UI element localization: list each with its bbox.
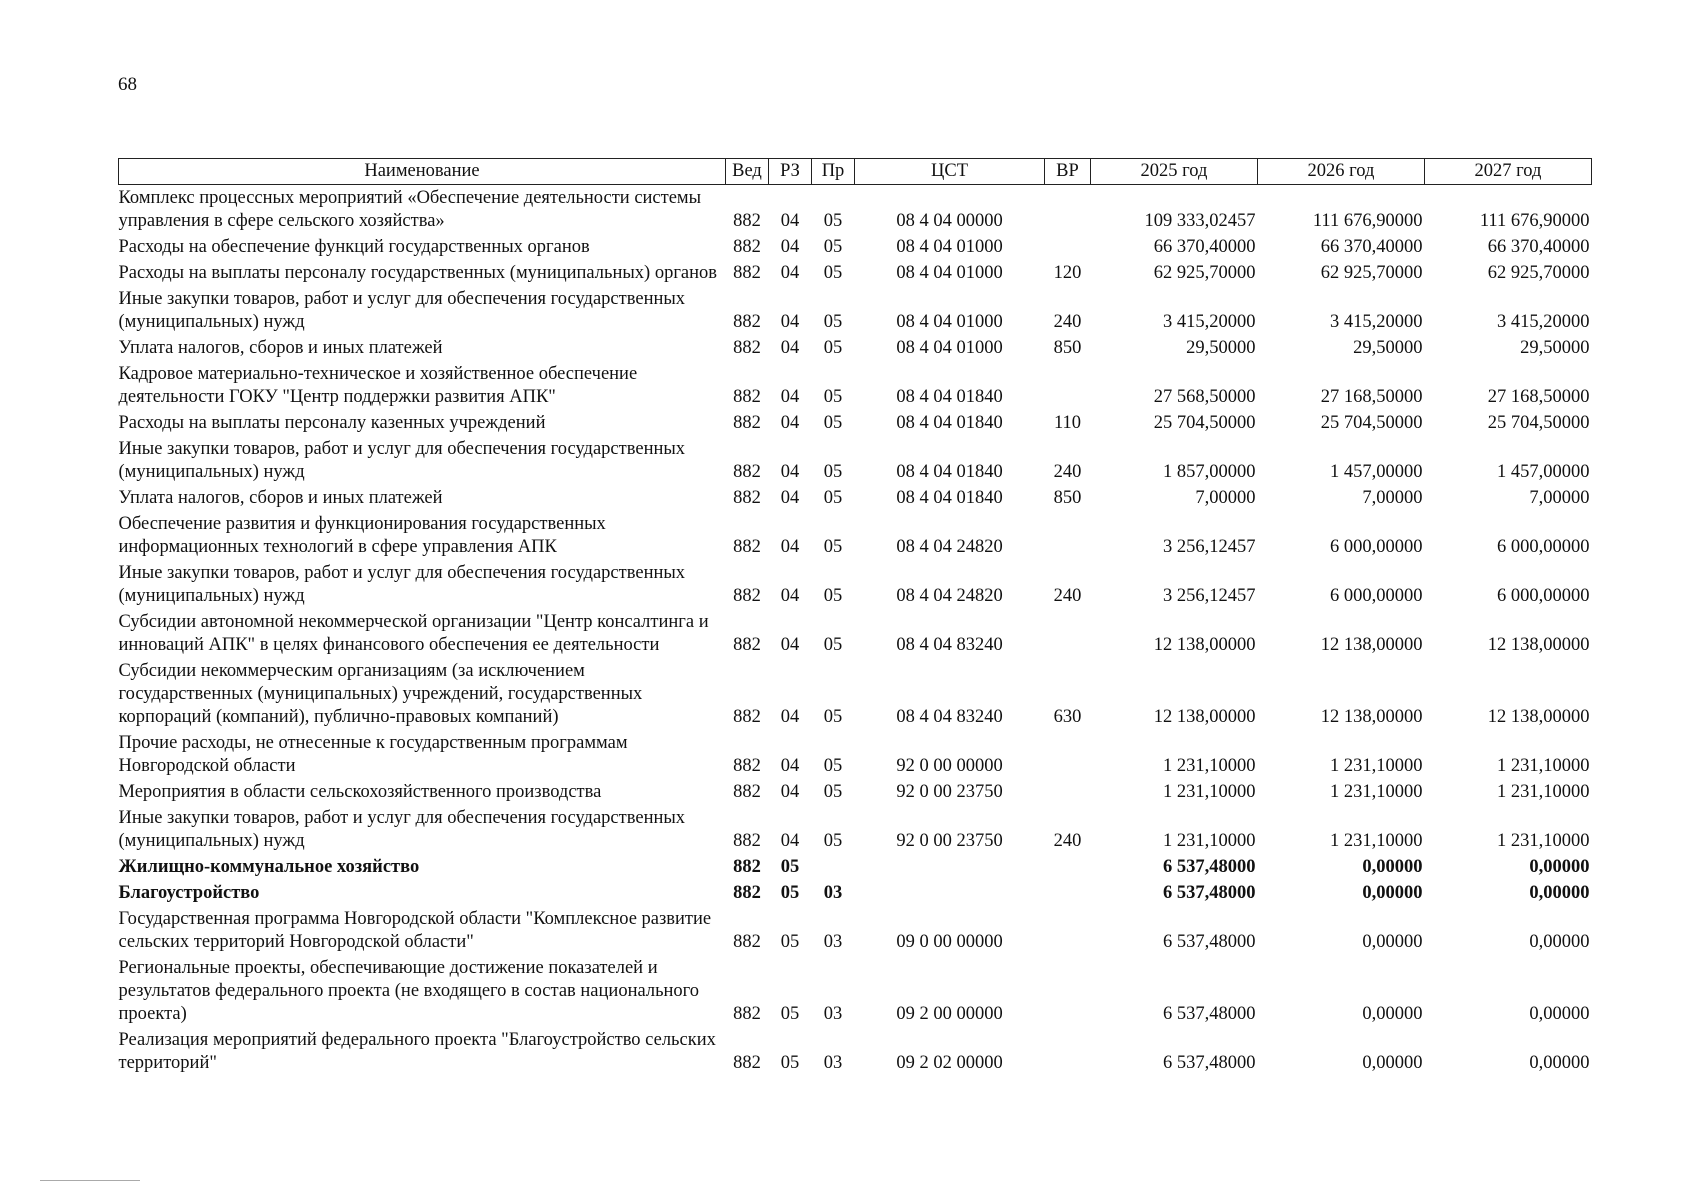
value-2026-cell: 1 231,10000 [1330,782,1423,802]
rz-cell: 04 [780,263,800,283]
cst-cell: 08 4 04 01840 [896,387,1003,407]
value-2027-cell: 12 138,00000 [1487,635,1590,655]
ved-cell: 882 [733,756,761,776]
ved-cell: 882 [733,338,761,358]
rz-cell: 04 [780,831,800,851]
cst-cell [855,882,1045,908]
pr-cell: 05 [823,338,843,358]
table-row [119,513,1592,562]
ved-cell: 882 [733,782,761,802]
value-2026-cell: 1 457,00000 [1330,462,1423,482]
header-pr: Пр [812,159,855,185]
value-2026-cell: 12 138,00000 [1320,635,1423,655]
table-row [119,438,1592,487]
rz-cell: 04 [780,756,800,776]
header-ved: Вед [726,159,769,185]
pr-cell: 05 [823,462,843,482]
rz-cell: 04 [780,635,800,655]
value-2025-cell: 3 415,20000 [1163,312,1256,332]
cst-cell: 09 2 02 00000 [896,1053,1003,1073]
value-2026-cell: 0,00000 [1362,857,1423,877]
value-2026-cell: 6 000,00000 [1330,537,1423,557]
ved-cell: 882 [733,462,761,482]
value-2027-cell: 1 231,10000 [1497,831,1590,851]
ved-cell: 882 [733,312,761,332]
vr-cell [1045,856,1091,882]
pr-cell: 03 [823,932,843,952]
value-2026-cell: 12 138,00000 [1320,707,1423,727]
pr-cell: 05 [823,635,843,655]
rz-cell: 05 [780,1004,800,1024]
name-cell: Иные закупки товаров, работ и услуг для обеспечения государственных (муниципальных) нужд [118,563,686,606]
value-2027-cell: 0,00000 [1529,857,1590,877]
rz-cell: 04 [780,707,800,727]
value-2025-cell: 7,00000 [1195,488,1256,508]
name-cell: Региональные проекты, обеспечивающие достижение показателей и результатов федерального проекта (не входящего в состав национального проекта) [118,958,700,1024]
pr-cell: 03 [823,1004,843,1024]
vr-cell: 110 [1053,413,1082,433]
value-2026-cell: 66 370,40000 [1320,237,1423,257]
table-row [119,856,1592,882]
value-2026-cell: 0,00000 [1362,932,1423,952]
value-2025-cell: 66 370,40000 [1153,237,1256,257]
value-2026-cell: 0,00000 [1362,1053,1423,1073]
value-2025-cell: 1 231,10000 [1163,782,1256,802]
value-2027-cell: 62 925,70000 [1487,263,1590,283]
cst-cell: 09 2 00 00000 [896,1004,1003,1024]
rz-cell: 05 [780,883,800,903]
value-2027-cell: 1 231,10000 [1497,756,1590,776]
value-2026-cell: 6 000,00000 [1330,586,1423,606]
value-2027-cell: 6 000,00000 [1497,586,1590,606]
value-2027-cell: 111 676,90000 [1479,211,1590,231]
vr-cell: 240 [1053,462,1082,482]
cst-cell: 08 4 04 01840 [896,413,1003,433]
name-cell: Расходы на выплаты персоналу государственных (муниципальных) органов [118,263,718,283]
table-row [119,781,1592,807]
table-row [119,882,1592,908]
rz-cell: 04 [780,586,800,606]
value-2025-cell: 27 568,50000 [1153,387,1256,407]
table-row [119,185,1592,237]
value-2025-cell: 25 704,50000 [1153,413,1256,433]
table-row [119,908,1592,957]
pr-cell: 05 [823,211,843,231]
rz-cell: 05 [780,1053,800,1073]
cst-cell: 08 4 04 01840 [896,462,1003,482]
vr-cell [1045,236,1091,262]
vr-cell: 240 [1053,831,1082,851]
cst-cell [855,856,1045,882]
table-row [119,262,1592,288]
name-cell: Кадровое материально-техническое и хозяйственное обеспечение деятельности ГОКУ "Центр поддержки развития АПК" [118,364,638,407]
value-2027-cell: 66 370,40000 [1487,237,1590,257]
vr-cell [1045,1029,1091,1078]
header-name: Наименование [119,159,726,185]
ved-cell: 882 [733,1053,761,1073]
ved-cell: 882 [733,237,761,257]
cst-cell: 08 4 04 01000 [896,263,1003,283]
pr-cell: 03 [823,883,843,903]
ved-cell: 882 [733,1004,761,1024]
name-cell: Уплата налогов, сборов и иных платежей [118,488,443,508]
cst-cell: 08 4 04 01000 [896,338,1003,358]
pr-cell: 05 [823,312,843,332]
name-cell: Реализация мероприятий федерального проекта "Благоустройство сельских территорий" [118,1030,716,1073]
pr-cell: 05 [823,586,843,606]
name-cell: Расходы на обеспечение функций государственных органов [118,237,590,257]
rz-cell: 04 [780,237,800,257]
vr-cell: 240 [1053,312,1082,332]
cst-cell: 08 4 04 24820 [896,586,1003,606]
rz-cell: 05 [780,932,800,952]
header-rz: РЗ [769,159,812,185]
value-2025-cell: 109 333,02457 [1144,211,1256,231]
table-row [119,412,1592,438]
value-2025-cell: 6 537,48000 [1163,883,1256,903]
table-row [119,487,1592,513]
name-cell: Иные закупки товаров, работ и услуг для обеспечения государственных (муниципальных) нужд [118,439,686,482]
name-cell: Субсидии автономной некоммерческой организации "Центр консалтинга и инноваций АПК" в целях финансового обеспечения ее деятельности [118,612,709,655]
value-2027-cell: 6 000,00000 [1497,537,1590,557]
value-2025-cell: 62 925,70000 [1153,263,1256,283]
value-2027-cell: 0,00000 [1529,1004,1590,1024]
header-2027: 2027 год [1425,159,1592,185]
pr-cell: 05 [823,387,843,407]
cst-cell: 09 0 00 00000 [896,932,1003,952]
vr-cell [1045,185,1091,237]
header-2025: 2025 год [1091,159,1258,185]
cst-cell: 08 4 04 24820 [896,537,1003,557]
rz-cell: 04 [780,537,800,557]
rz-cell: 04 [780,782,800,802]
vr-cell: 850 [1053,338,1082,358]
name-cell: Иные закупки товаров, работ и услуг для обеспечения государственных (муниципальных) нужд [118,808,686,851]
value-2025-cell: 6 537,48000 [1163,1053,1256,1073]
value-2025-cell: 3 256,12457 [1163,586,1256,606]
ved-cell: 882 [733,387,761,407]
vr-cell: 850 [1053,488,1082,508]
name-cell: Жилищно-коммунальное хозяйство [118,857,420,877]
table-row [119,807,1592,856]
cst-cell: 08 4 04 83240 [896,635,1003,655]
value-2027-cell: 29,50000 [1520,338,1590,358]
rz-cell: 04 [780,211,800,231]
vr-cell [1045,957,1091,1029]
cst-cell: 08 4 04 83240 [896,707,1003,727]
cst-cell: 08 4 04 00000 [896,211,1003,231]
vr-cell: 630 [1053,707,1082,727]
pr-cell [812,856,855,882]
pr-cell: 03 [823,1053,843,1073]
footer-rule [40,1180,140,1181]
table-row [119,1029,1592,1078]
pr-cell: 05 [823,488,843,508]
cst-cell: 92 0 00 23750 [896,831,1003,851]
table-row [119,957,1592,1029]
value-2026-cell: 3 415,20000 [1330,312,1423,332]
value-2026-cell: 7,00000 [1362,488,1423,508]
vr-cell [1045,363,1091,412]
name-cell: Прочие расходы, не отнесенные к государственным программам Новгородской области [118,733,628,776]
name-cell: Государственная программа Новгородской области "Комплексное развитие сельских территорий Новгородской области" [118,909,712,952]
table-row [119,732,1592,781]
vr-cell [1045,781,1091,807]
value-2027-cell: 1 231,10000 [1497,782,1590,802]
rz-cell: 04 [780,488,800,508]
ved-cell: 882 [733,857,761,877]
name-cell: Комплекс процессных мероприятий «Обеспечение деятельности системы управления в сфере сельского хозяйства» [118,188,702,231]
vr-cell [1045,882,1091,908]
pr-cell: 05 [823,413,843,433]
name-cell: Обеспечение развития и функционирования государственных информационных технологий в сфере управления АПК [118,514,606,557]
value-2027-cell: 0,00000 [1529,932,1590,952]
name-cell: Уплата налогов, сборов и иных платежей [118,338,443,358]
value-2027-cell: 0,00000 [1529,1053,1590,1073]
table-body [119,185,1592,1079]
pr-cell: 05 [823,237,843,257]
name-cell: Мероприятия в области сельскохозяйственного производства [118,782,602,802]
value-2025-cell: 6 537,48000 [1163,1004,1256,1024]
value-2026-cell: 29,50000 [1353,338,1423,358]
pr-cell: 05 [823,782,843,802]
ved-cell: 882 [733,707,761,727]
value-2027-cell: 25 704,50000 [1487,413,1590,433]
ved-cell: 882 [733,831,761,851]
vr-cell: 120 [1053,263,1082,283]
vr-cell: 240 [1053,586,1082,606]
value-2025-cell: 1 231,10000 [1163,831,1256,851]
value-2025-cell: 1 231,10000 [1163,756,1256,776]
pr-cell: 05 [823,707,843,727]
value-2026-cell: 1 231,10000 [1330,756,1423,776]
name-cell: Субсидии некоммерческим организациям (за исключением государственных (муниципальных) учреждений, государственных корпораций (компаний), публично-правовых компаний) [118,661,643,727]
cst-cell: 08 4 04 01840 [896,488,1003,508]
header-row [119,159,1592,185]
table-row [119,660,1592,732]
value-2027-cell: 1 457,00000 [1497,462,1590,482]
value-2026-cell: 111 676,90000 [1312,211,1423,231]
value-2025-cell: 12 138,00000 [1153,707,1256,727]
rz-cell: 04 [780,338,800,358]
rz-cell: 04 [780,312,800,332]
value-2026-cell: 1 231,10000 [1330,831,1423,851]
page-number: 68 [118,74,137,95]
ved-cell: 882 [733,932,761,952]
cst-cell: 08 4 04 01000 [896,237,1003,257]
table-row [119,337,1592,363]
value-2027-cell: 12 138,00000 [1487,707,1590,727]
value-2027-cell: 7,00000 [1529,488,1590,508]
pr-cell: 05 [823,537,843,557]
value-2025-cell: 6 537,48000 [1163,932,1256,952]
rz-cell: 04 [780,413,800,433]
ved-cell: 882 [733,488,761,508]
rz-cell: 04 [780,462,800,482]
ved-cell: 882 [733,211,761,231]
value-2025-cell: 3 256,12457 [1163,537,1256,557]
ved-cell: 882 [733,635,761,655]
table-row [119,363,1592,412]
ved-cell: 882 [733,586,761,606]
value-2025-cell: 29,50000 [1186,338,1256,358]
value-2026-cell: 27 168,50000 [1320,387,1423,407]
value-2025-cell: 1 857,00000 [1163,462,1256,482]
value-2026-cell: 25 704,50000 [1320,413,1423,433]
pr-cell: 05 [823,756,843,776]
value-2027-cell: 0,00000 [1529,883,1590,903]
vr-cell [1045,732,1091,781]
value-2027-cell: 27 168,50000 [1487,387,1590,407]
ved-cell: 882 [733,413,761,433]
name-cell: Расходы на выплаты персоналу казенных учреждений [118,413,546,433]
rz-cell: 05 [780,857,800,877]
cst-cell: 92 0 00 23750 [896,782,1003,802]
table-row [119,236,1592,262]
header-vr: ВР [1045,159,1091,185]
pr-cell: 05 [823,831,843,851]
vr-cell [1045,513,1091,562]
ved-cell: 882 [733,263,761,283]
budget-table [118,158,1592,1078]
rz-cell: 04 [780,387,800,407]
cst-cell: 92 0 00 00000 [896,756,1003,776]
ved-cell: 882 [733,537,761,557]
header-2026: 2026 год [1258,159,1425,185]
vr-cell [1045,611,1091,660]
value-2026-cell: 62 925,70000 [1320,263,1423,283]
name-cell: Благоустройство [118,883,260,903]
value-2027-cell: 3 415,20000 [1497,312,1590,332]
cst-cell: 08 4 04 01000 [896,312,1003,332]
ved-cell: 882 [733,883,761,903]
value-2025-cell: 6 537,48000 [1163,857,1256,877]
vr-cell [1045,908,1091,957]
value-2026-cell: 0,00000 [1362,883,1423,903]
value-2026-cell: 0,00000 [1362,1004,1423,1024]
table-row [119,611,1592,660]
pr-cell: 05 [823,263,843,283]
table-row [119,288,1592,337]
header-cst: ЦСТ [855,159,1045,185]
name-cell: Иные закупки товаров, работ и услуг для обеспечения государственных (муниципальных) нужд [118,289,686,332]
value-2025-cell: 12 138,00000 [1153,635,1256,655]
table-row [119,562,1592,611]
